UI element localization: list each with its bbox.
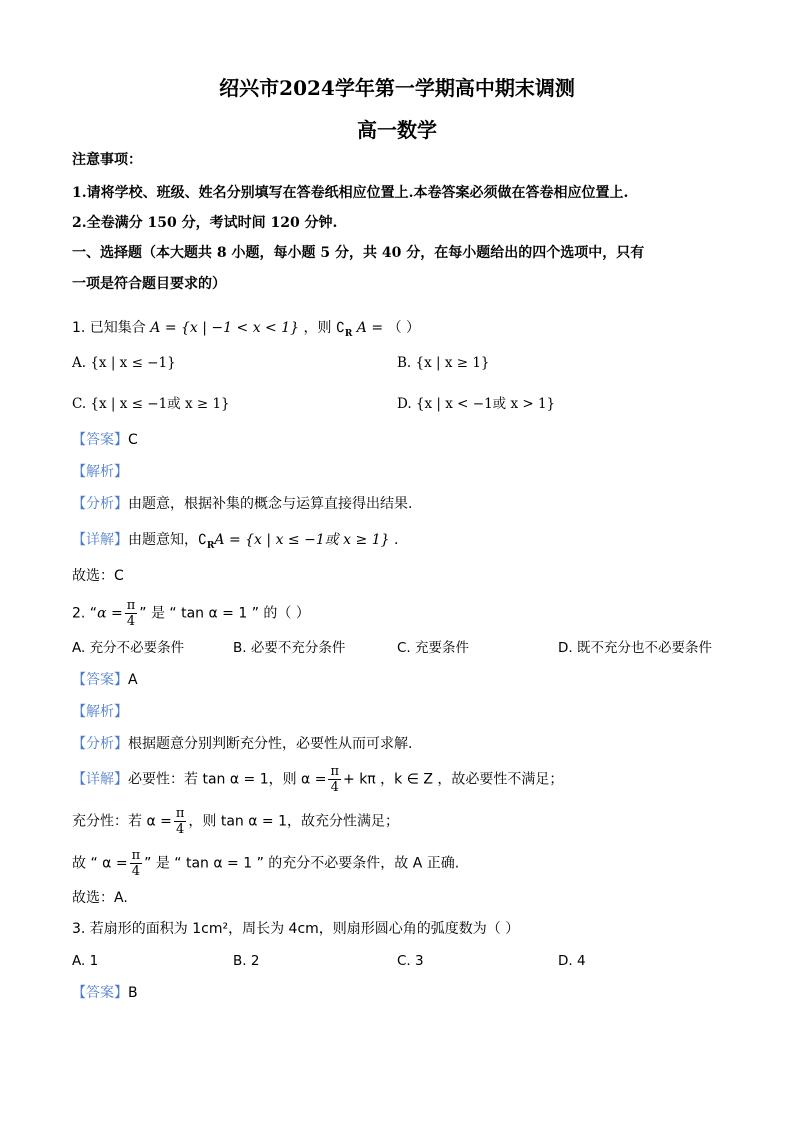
- q1-fenxi-text: 由题意，根据补集的概念与运算直接得出结果.: [128, 496, 413, 512]
- q1-option-a: A. {x | x ≤ −1}: [72, 355, 176, 371]
- q2-fraction: [125, 598, 138, 629]
- notes-item-1: 1.请将学校、班级、姓名分别填写在答卷纸相应位置上.本卷答案必须做在答卷相应位置上.: [72, 185, 629, 201]
- q2-suf-post: ，则 tan α = 1，故充分性满足；: [188, 813, 400, 830]
- q1-xiangjie-pre: 由题意知，: [128, 532, 198, 548]
- q2-option-b: B. 必要不充分条件: [233, 640, 346, 656]
- q3-option-d: D. 4: [558, 953, 586, 969]
- q2-fenxi: [72, 734, 412, 754]
- q2-option-a: A. 充分不必要条件: [72, 640, 185, 656]
- q1-xiangjie-tag: 【详解】: [72, 532, 128, 548]
- q2-answer-value: A: [128, 672, 138, 688]
- q2-fenxi-text: 根据题意分别判断充分性，必要性从而可求解.: [128, 736, 413, 752]
- q2-gu-num: π: [131, 848, 141, 863]
- section-heading-line-2: 一项是符合题目要求的）: [72, 276, 226, 292]
- q1-fenxi: [72, 494, 412, 514]
- q1-answer-value: C: [128, 432, 138, 448]
- q2-nec-pre: 必要性：若 tan α = 1，则 α =: [128, 771, 327, 788]
- q1-complement: A =: [352, 320, 384, 336]
- q1-option-d: D. {x | x < −1或 x > 1}: [397, 396, 556, 412]
- q3-option-b: B. 2: [233, 953, 260, 969]
- q2-alpha-eq: α =: [97, 605, 123, 622]
- q2-analysis-tag: 【解析】: [72, 704, 128, 720]
- q2-gu-den: 4: [131, 864, 140, 879]
- notes-heading: 注意事项：: [72, 152, 142, 168]
- q2-option-c: C. 充要条件: [397, 640, 470, 656]
- q1-complement-symbol: ∁: [335, 320, 345, 336]
- q1-complement-sub: R: [344, 328, 353, 339]
- q3-option-a: A. 1: [72, 953, 99, 969]
- q1-answer: [72, 430, 138, 450]
- q2-gu-fraction: [130, 848, 143, 879]
- q2-suf-fraction: [174, 806, 187, 837]
- q3-answer: [72, 983, 138, 1003]
- q2-suf-pre: 充分性：若 α =: [72, 813, 172, 830]
- q1-prefix: 1. 已知集合: [72, 320, 146, 336]
- q2-answer-tag: 【答案】: [72, 672, 128, 688]
- q2-option-d: D. 既不充分也不必要条件: [558, 640, 712, 656]
- q1-xiangjie-math: A = {x | x ≤ −1或 x ≥ 1} .: [214, 532, 399, 548]
- q2-conclusion: 故选：A.: [72, 890, 128, 906]
- notes-item-2: 2.全卷满分 150 分，考试时间 120 分钟.: [72, 215, 338, 231]
- q1-conclusion: 故选：C: [72, 568, 124, 584]
- q1-set-a: A = {x | −1 < x < 1}: [150, 320, 300, 336]
- q2-fenxi-tag: 【分析】: [72, 736, 128, 752]
- q1-suffix: （ ）: [387, 320, 421, 336]
- section-heading-line-1: 一、选择题（本大题共 8 小题，每小题 5 分，共 40 分，在每小题给出的四个选项中，只有: [72, 245, 645, 261]
- q2-frac-num: π: [126, 598, 136, 613]
- q2-suf-num: π: [175, 806, 185, 821]
- q2-nec-fraction: [328, 764, 341, 795]
- q3-answer-tag: 【答案】: [72, 985, 128, 1001]
- q2-xiangjie-tag: 【详解】: [72, 771, 128, 788]
- exam-subtitle: 高一数学: [357, 118, 437, 142]
- exam-title: 绍兴市2024学年第一学期高中期末调测: [219, 76, 575, 100]
- q2-nec-num: π: [330, 764, 340, 779]
- q2-gu: [72, 848, 459, 879]
- q2-sufficiency: [72, 806, 399, 837]
- q2-mid: ” 是 “ tan α = 1 ” 的（ ）: [139, 605, 310, 622]
- q1-option-b: B. {x | x ≥ 1}: [397, 355, 490, 371]
- q2-prefix: 2. “: [72, 605, 98, 622]
- q1-middle: ，则: [303, 320, 332, 336]
- q1-xiangjie: 【详解】由题意知，$∁_RA = \{x$ | x ≤ −1或 x ≥ 1} .: [72, 532, 399, 551]
- q2-gu-post: ” 是 “ tan α = 1 ” 的充分不必要条件，故 A 正确.: [144, 855, 460, 872]
- q2-nec-den: 4: [330, 780, 339, 795]
- q2-nec-post: + kπ ，k ∈ Z ，故必要性不满足；: [343, 771, 564, 788]
- q3-option-c: C. 3: [397, 953, 424, 969]
- q2-necessity: [72, 764, 563, 795]
- q1-stem: [72, 318, 420, 344]
- q3-answer-value: B: [128, 985, 138, 1001]
- q2-stem: [72, 598, 310, 629]
- q1-analysis-tag: 【解析】: [72, 464, 128, 480]
- q2-answer: [72, 670, 138, 690]
- q2-gu-pre: 故 “ α =: [72, 855, 128, 872]
- q3-stem: 3. 若扇形的面积为 1cm²，周长为 4cm，则扇形圆心角的弧度数为（ ）: [72, 921, 520, 937]
- q1-answer-tag: 【答案】: [72, 432, 128, 448]
- q1-xiangjie-sub: R: [206, 540, 215, 551]
- q2-frac-den: 4: [126, 614, 136, 629]
- q1-fenxi-tag: 【分析】: [72, 496, 128, 512]
- q2-suf-den: 4: [175, 822, 185, 837]
- q1-option-c: C. {x | x ≤ −1或 x ≥ 1}: [72, 396, 230, 412]
